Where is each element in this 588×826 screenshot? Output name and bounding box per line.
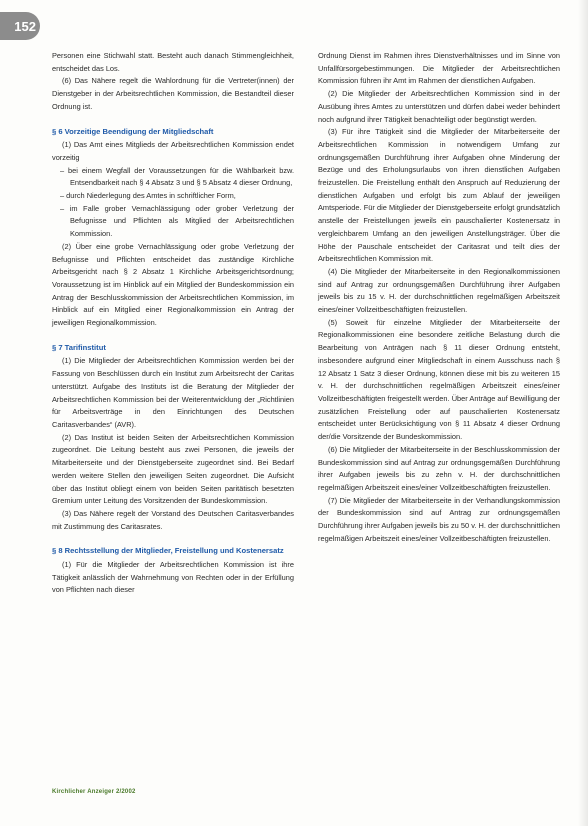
paragraph-7-3: (3) Das Nähere regelt der Vorstand des Deutschen Caritasverbandes mit Zustimmung des Caritasrates. <box>52 508 294 531</box>
document-body <box>52 50 560 597</box>
page-edge-shadow <box>578 0 588 826</box>
paragraph-continuation: Ordnung Dienst im Rahmen ihres Dienstverhältnisses und im Sinne von Unfallfürsorgebestimmungen. Die Mitglieder der Arbeitsrechtlichen Kommission führen ihr Amt im Rahmen der dienstlichen Aufgaben. <box>318 51 560 86</box>
section-heading-7: § 7 Tarifinstitut <box>52 342 106 352</box>
paragraph-intro: Personen eine Stichwahl statt. Besteht auch danach Stimmengleichheit, entscheidet das Los. <box>52 51 294 73</box>
page-number: 152 <box>0 12 40 40</box>
footer-publication: Kirchlicher Anzeiger 2/2002 <box>52 789 136 795</box>
right-column <box>318 50 560 597</box>
paragraph-6-2: (2) Über eine grobe Vernachlässigung oder grobe Verletzung der Befugnisse und Pflichten entscheidet das zuständige Kirchliche Arbeitsgericht nach § 2 Absatz 1 Kirchliche Arbeitsgerichtsordnung; Voraussetzung ist im Hinblick auf ein Mitglied der Bundeskommission ein Antrag der Beschlusskommission der Arbeitsrechtlichen Kommission, im Hinblick auf ein Mitglied einer Regionalkommission ein Antrag der jeweiligen Regionalkommission. <box>52 241 294 328</box>
list-item: – im Falle grober Vernachlässigung oder grober Verletzung der Befugnisse und Pflichten als Mitglied der Arbeitsrechtlichen Kommission. <box>60 203 294 239</box>
paragraph-7-2: (2) Das Institut ist beiden Seiten der Arbeitsrechtlichen Kommission zugeordnet. Die Leitung besteht aus zwei Personen, die jeweils der Mitarbeiterseite und der Dienstgeberseite zugeordnet sind. Bei Bedarf werden weitere Stellen den jeweiligen Seiten zugeordnet. Die Aufsicht über das Institut obliegt einem von beiden Seiten paritätisch besetzten Gremium unter Leitung des Vorsitzenden der Bundeskommission. <box>52 432 294 506</box>
paragraph-5-6: (6) Das Nähere regelt die Wahlordnung für die Vertreter(innen) der Dienstgeber in der Arbeitsrechtlichen Kommission, die Bestandteil dieser Ordnung ist. <box>52 76 294 111</box>
paragraph-8-3: (3) Für ihre Tätigkeit sind die Mitglieder der Mitarbeiterseite der Arbeitsrechtlichen Kommission in notwendigem Umfang zur ordnungsgemäßen Durchführung ihrer Aufgaben ohne Minderung der Bezüge und des Erholungsurlaubs von ihren dienstlichen Aufgaben freizustellen. Die Freistellung enthält den Anspruch auf Reduzierung der dienstlichen Aufgaben und erfolgt bis zum Ablauf der jeweiligen Amtsperiode. Für die Mitglieder der Dienstgeberseite erfolgt grundsätzlich anstelle der Freistellungen jeweils ein pauschalierter Kostenersatz in vergleichbarem Umfang an den jeweiligen Anstellungsträger. Über die Höhe der Pauschale entscheidet der Caritasrat und teilt dies der Arbeitsrechtlichen Kommission mit. <box>318 127 560 264</box>
paragraph-7-1: (1) Die Mitglieder der Arbeitsrechtlichen Kommission werden bei der Fassung von Beschlüssen durch ein Institut zum Arbeitsrecht der Caritas unterstützt. Aufgabe des Instituts ist die Beratung der Mitglieder der Arbeitsrechtlichen Kommission bei der Weiterentwicklung der „Richtlinien für Arbeitsverträge in den Einrichtungen des Deutschen Caritasverbandes“ (AVR). <box>52 356 294 429</box>
left-column <box>52 50 294 597</box>
list-item: – durch Niederlegung des Amtes in schriftlicher Form, <box>60 191 236 201</box>
paragraph-8-2: (2) Die Mitglieder der Arbeitsrechtlichen Kommission sind in der Ausübung ihres Amtes zu unterstützen und dürfen dabei weder behindert noch aufgrund ihrer Tätigkeit benachteiligt oder begünstigt werden. <box>318 89 560 124</box>
paragraph-8-5: (5) Soweit für einzelne Mitglieder der Mitarbeiterseite der Regionalkommissionen eine besondere zeitliche Belastung durch die Bearbeitung von Anträgen nach § 11 dieser Ordnung entsteht, insbesondere aufgrund einer Mitgliedschaft in einem Ausschuss nach § 12 Absatz 1 Satz 3 dieser Ordnung, können diese mit bis zu weiteren 15 v. H. der durchschnittlichen regelmäßigen Arbeitszeit eines/einer Vollzeitbeschäftigten freigestellt werden. Über Anträge auf Bewilligung der zusätzlichen Freistellung oder auf pauschalierten Kostenersatz entscheidet unter Berücksichtigung von § 11 Absatz 4 dieser Ordnung der/die Vorsitzende der Bundeskommission. <box>318 317 560 442</box>
paragraph-6-1: (1) Das Amt eines Mitglieds der Arbeitsrechtlichen Kommission endet vorzeitig <box>52 140 294 162</box>
section-heading-8: § 8 Rechtsstellung der Mitglieder, Freistellung und Kostenersatz <box>52 546 284 556</box>
paragraph-8-6: (6) Die Mitglieder der Mitarbeiterseite in der Beschlusskommission der Bundeskommission sind auf Antrag zur ordnungsgemäßen Durchführung ihrer Aufgaben jeweils bis zu zehn v. H. der durchschnittlichen regelmäßigen Arbeitszeit eines/einer Vollzeitbeschäftigten freizustellen. <box>318 444 560 492</box>
paragraph-8-7: (7) Die Mitglieder der Mitarbeiterseite in der Verhandlungskommission der Bundeskommission sind auf Antrag zur ordnungsgemäßen Durchführung ihrer Aufgaben jeweils bis zu 50 v. H. der durchschnittlichen regelmäßigen Arbeitszeit eines/einer Vollzeitbeschäftigten freizustellen. <box>318 495 560 543</box>
paragraph-8-1: (1) Für die Mitglieder der Arbeitsrechtlichen Kommission ist ihre Tätigkeit anlässlich der Wahrnehmung von Rechten oder in der Erfüllung von Pflichten nach dieser <box>52 560 294 595</box>
list-item: – bei einem Wegfall der Voraussetzungen für die Wählbarkeit bzw. Entsendbarkeit nach § 4 Absatz 3 und § 5 Absatz 4 dieser Ordnung, <box>60 165 294 188</box>
list-6 <box>52 165 294 241</box>
section-heading-6: § 6 Vorzeitige Beendigung der Mitgliedschaft <box>52 126 214 136</box>
paragraph-8-4: (4) Die Mitglieder der Mitarbeiterseite in den Regionalkommissionen sind auf Antrag zur ordnungsgemäßen Durchführung ihrer Aufgaben jeweils bis zu 15 v. H. der durchschnittlichen regelmäßigen Arbeitszeit eines/einer Vollzeitbeschäftigten freizustellen. <box>318 266 560 315</box>
